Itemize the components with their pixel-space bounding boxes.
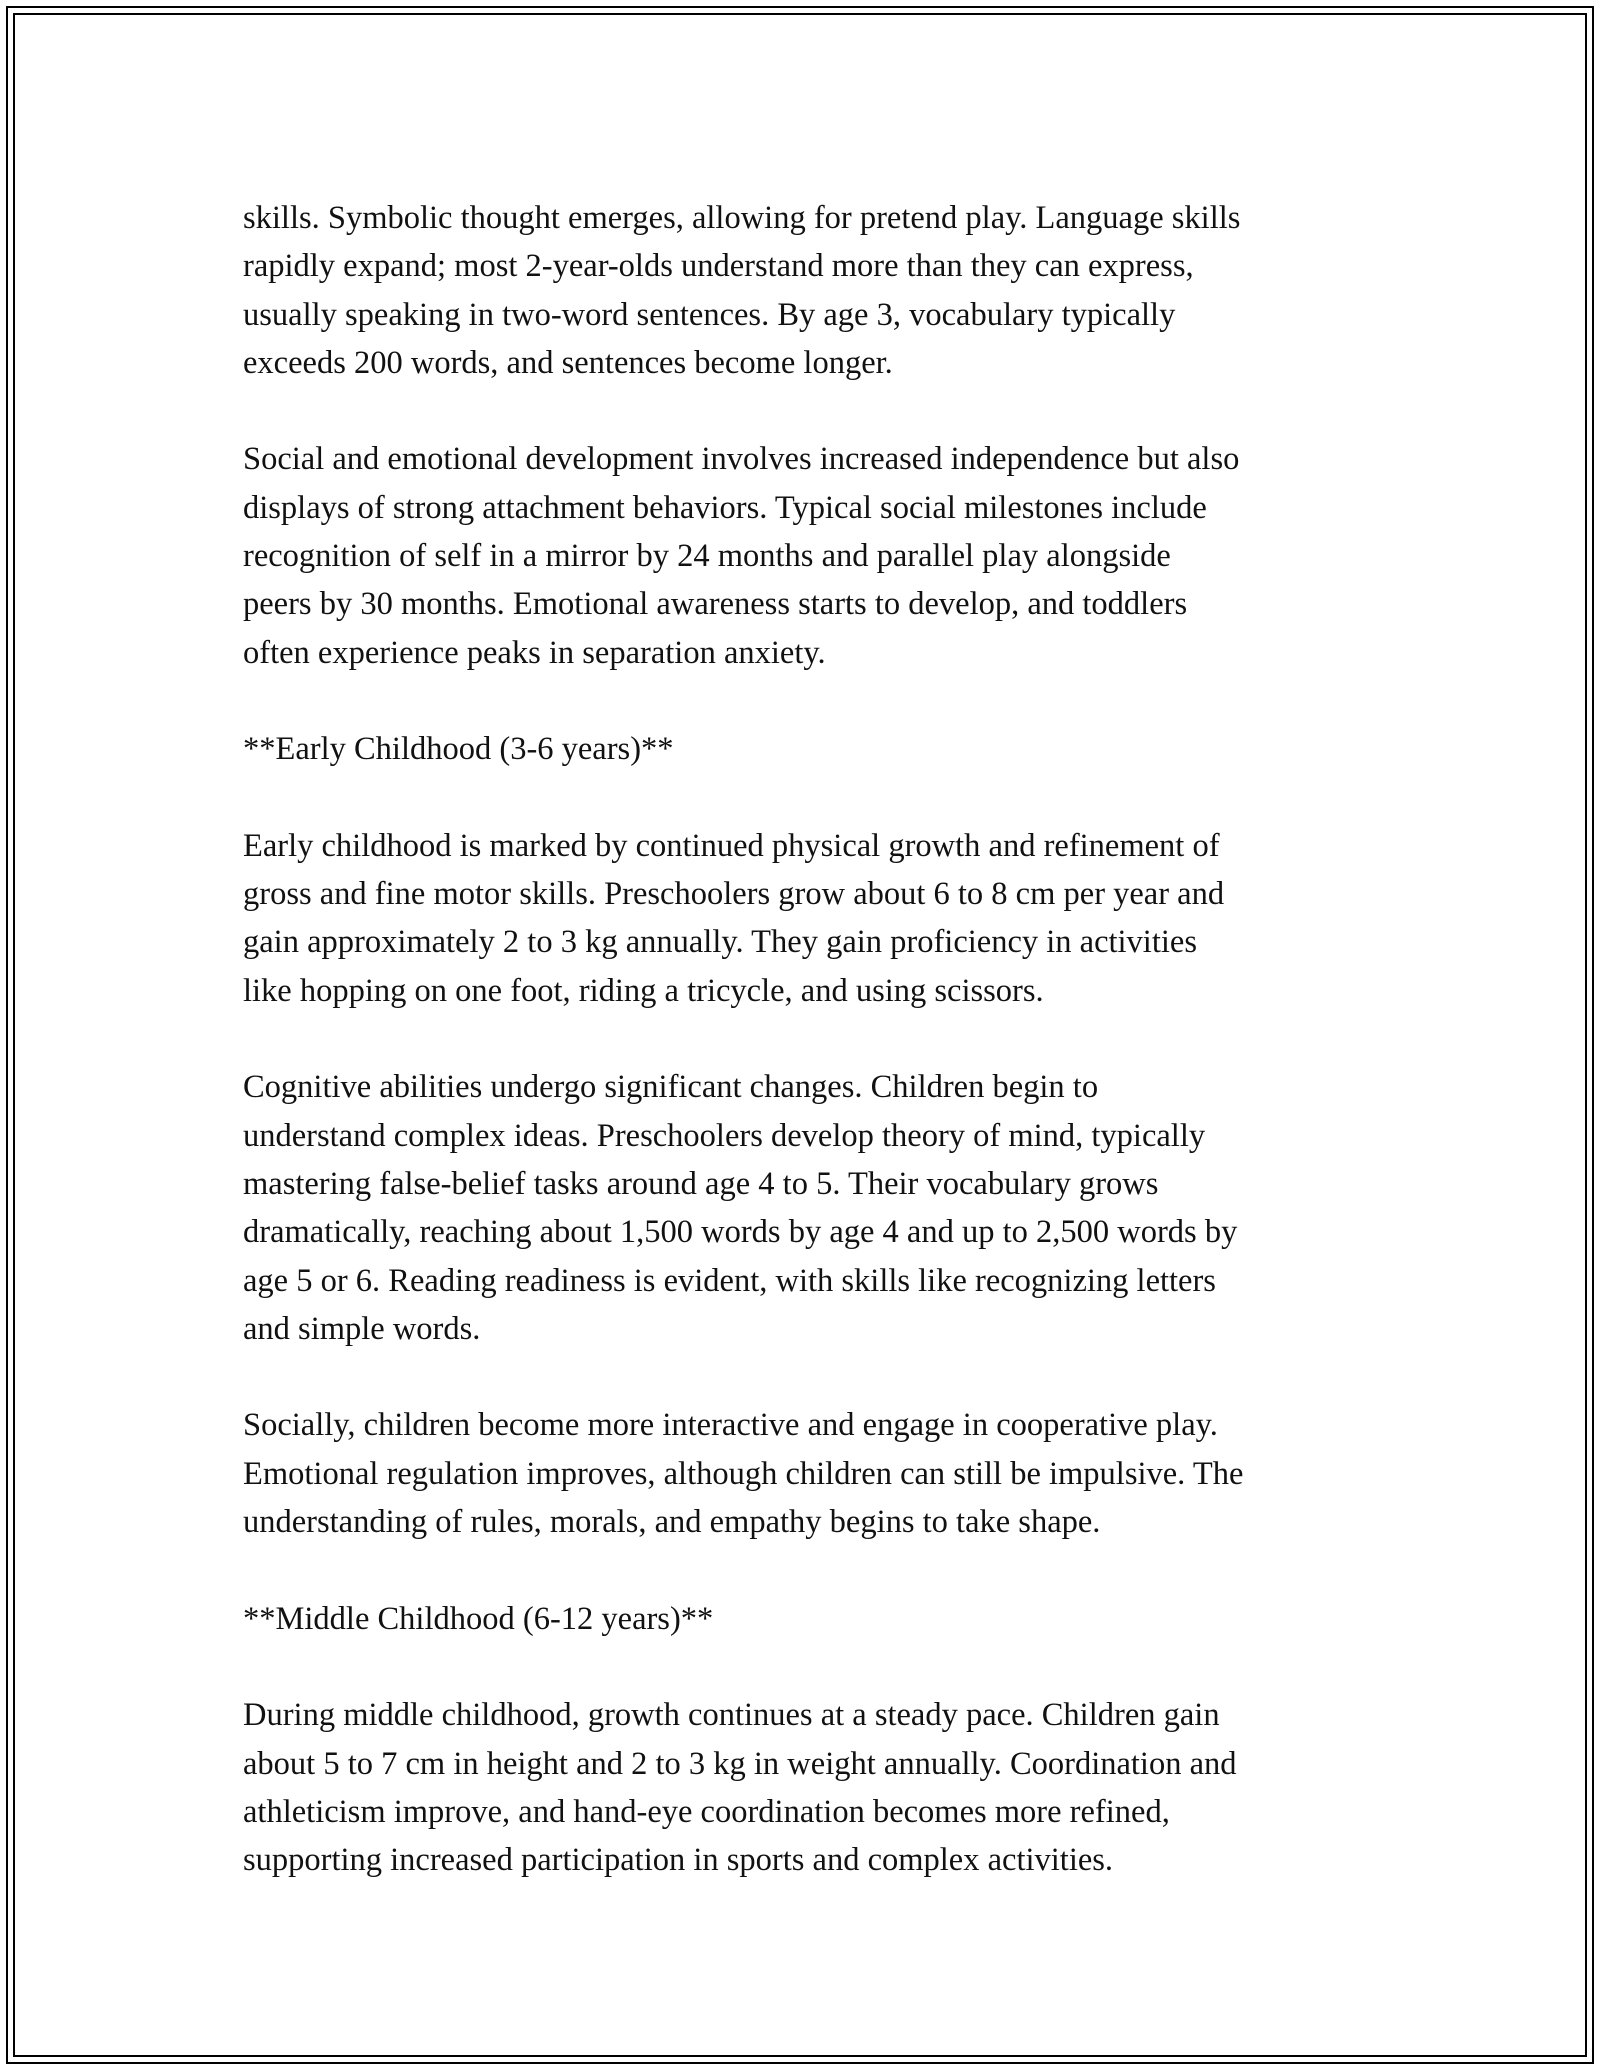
paragraph-early-physical: Early childhood is marked by continued physical growth and refinement of gross and fine motor skills. Preschoolers grow about 6 to 8 cm per year and gain approximately 2 to 3 kg annually. They gain proficiency in activities like hopping on one foot, riding a tricycle, and using scissors. (243, 827, 1225, 1009)
heading-middle-childhood: **Middle Childhood (6-12 years)** (243, 1600, 714, 1637)
paragraph-middle-physical: During middle childhood, growth continues at a steady pace. Children gain about 5 to 7 cm in height and 2 to 3 kg in weight annually. Coordination and athleticism improve, and hand-eye coordination becomes more refined, supporting increased participation in sports and complex activities. (243, 1697, 1237, 1879)
paragraph-early-social: Socially, children become more interactive and engage in cooperative play. Emotional regulation improves, although children can still be impulsive. The understanding of rules, morals, and empathy begins to take shape. (243, 1407, 1244, 1541)
paragraph-cognitive-toddler: skills. Symbolic thought emerges, allowing for pretend play. Language skills rapidly expand; most 2-year-olds understand more than they can express, usually speaking in two-word sentences. By age 3, vocabulary typically exceeds 200 words, and sentences become longer. (243, 200, 1241, 381)
page-body (243, 194, 1383, 1933)
paragraph-social-toddler: Social and emotional development involves increased independence but also displays of strong attachment behaviors. Typical social milestones include recognition of self in a mirror by 24 months and parallel play alongside peers by 30 months. Emotional awareness starts to develop, and toddlers often experience peaks in separation anxiety. (243, 441, 1240, 671)
heading-early-childhood: **Early Childhood (3-6 years)** (243, 731, 674, 768)
paragraph-early-cognitive: Cognitive abilities undergo significant changes. Children begin to understand complex ideas. Preschoolers develop theory of mind, typically mastering false-belief tasks around age 4 to 5. Their vocabulary grows dramatically, reaching about 1,500 words by age 4 and up to 2,500 words by age 5 or 6. Reading readiness is evident, with skills like recognizing letters and simple words. (243, 1069, 1238, 1347)
page-border (6, 6, 1594, 2064)
